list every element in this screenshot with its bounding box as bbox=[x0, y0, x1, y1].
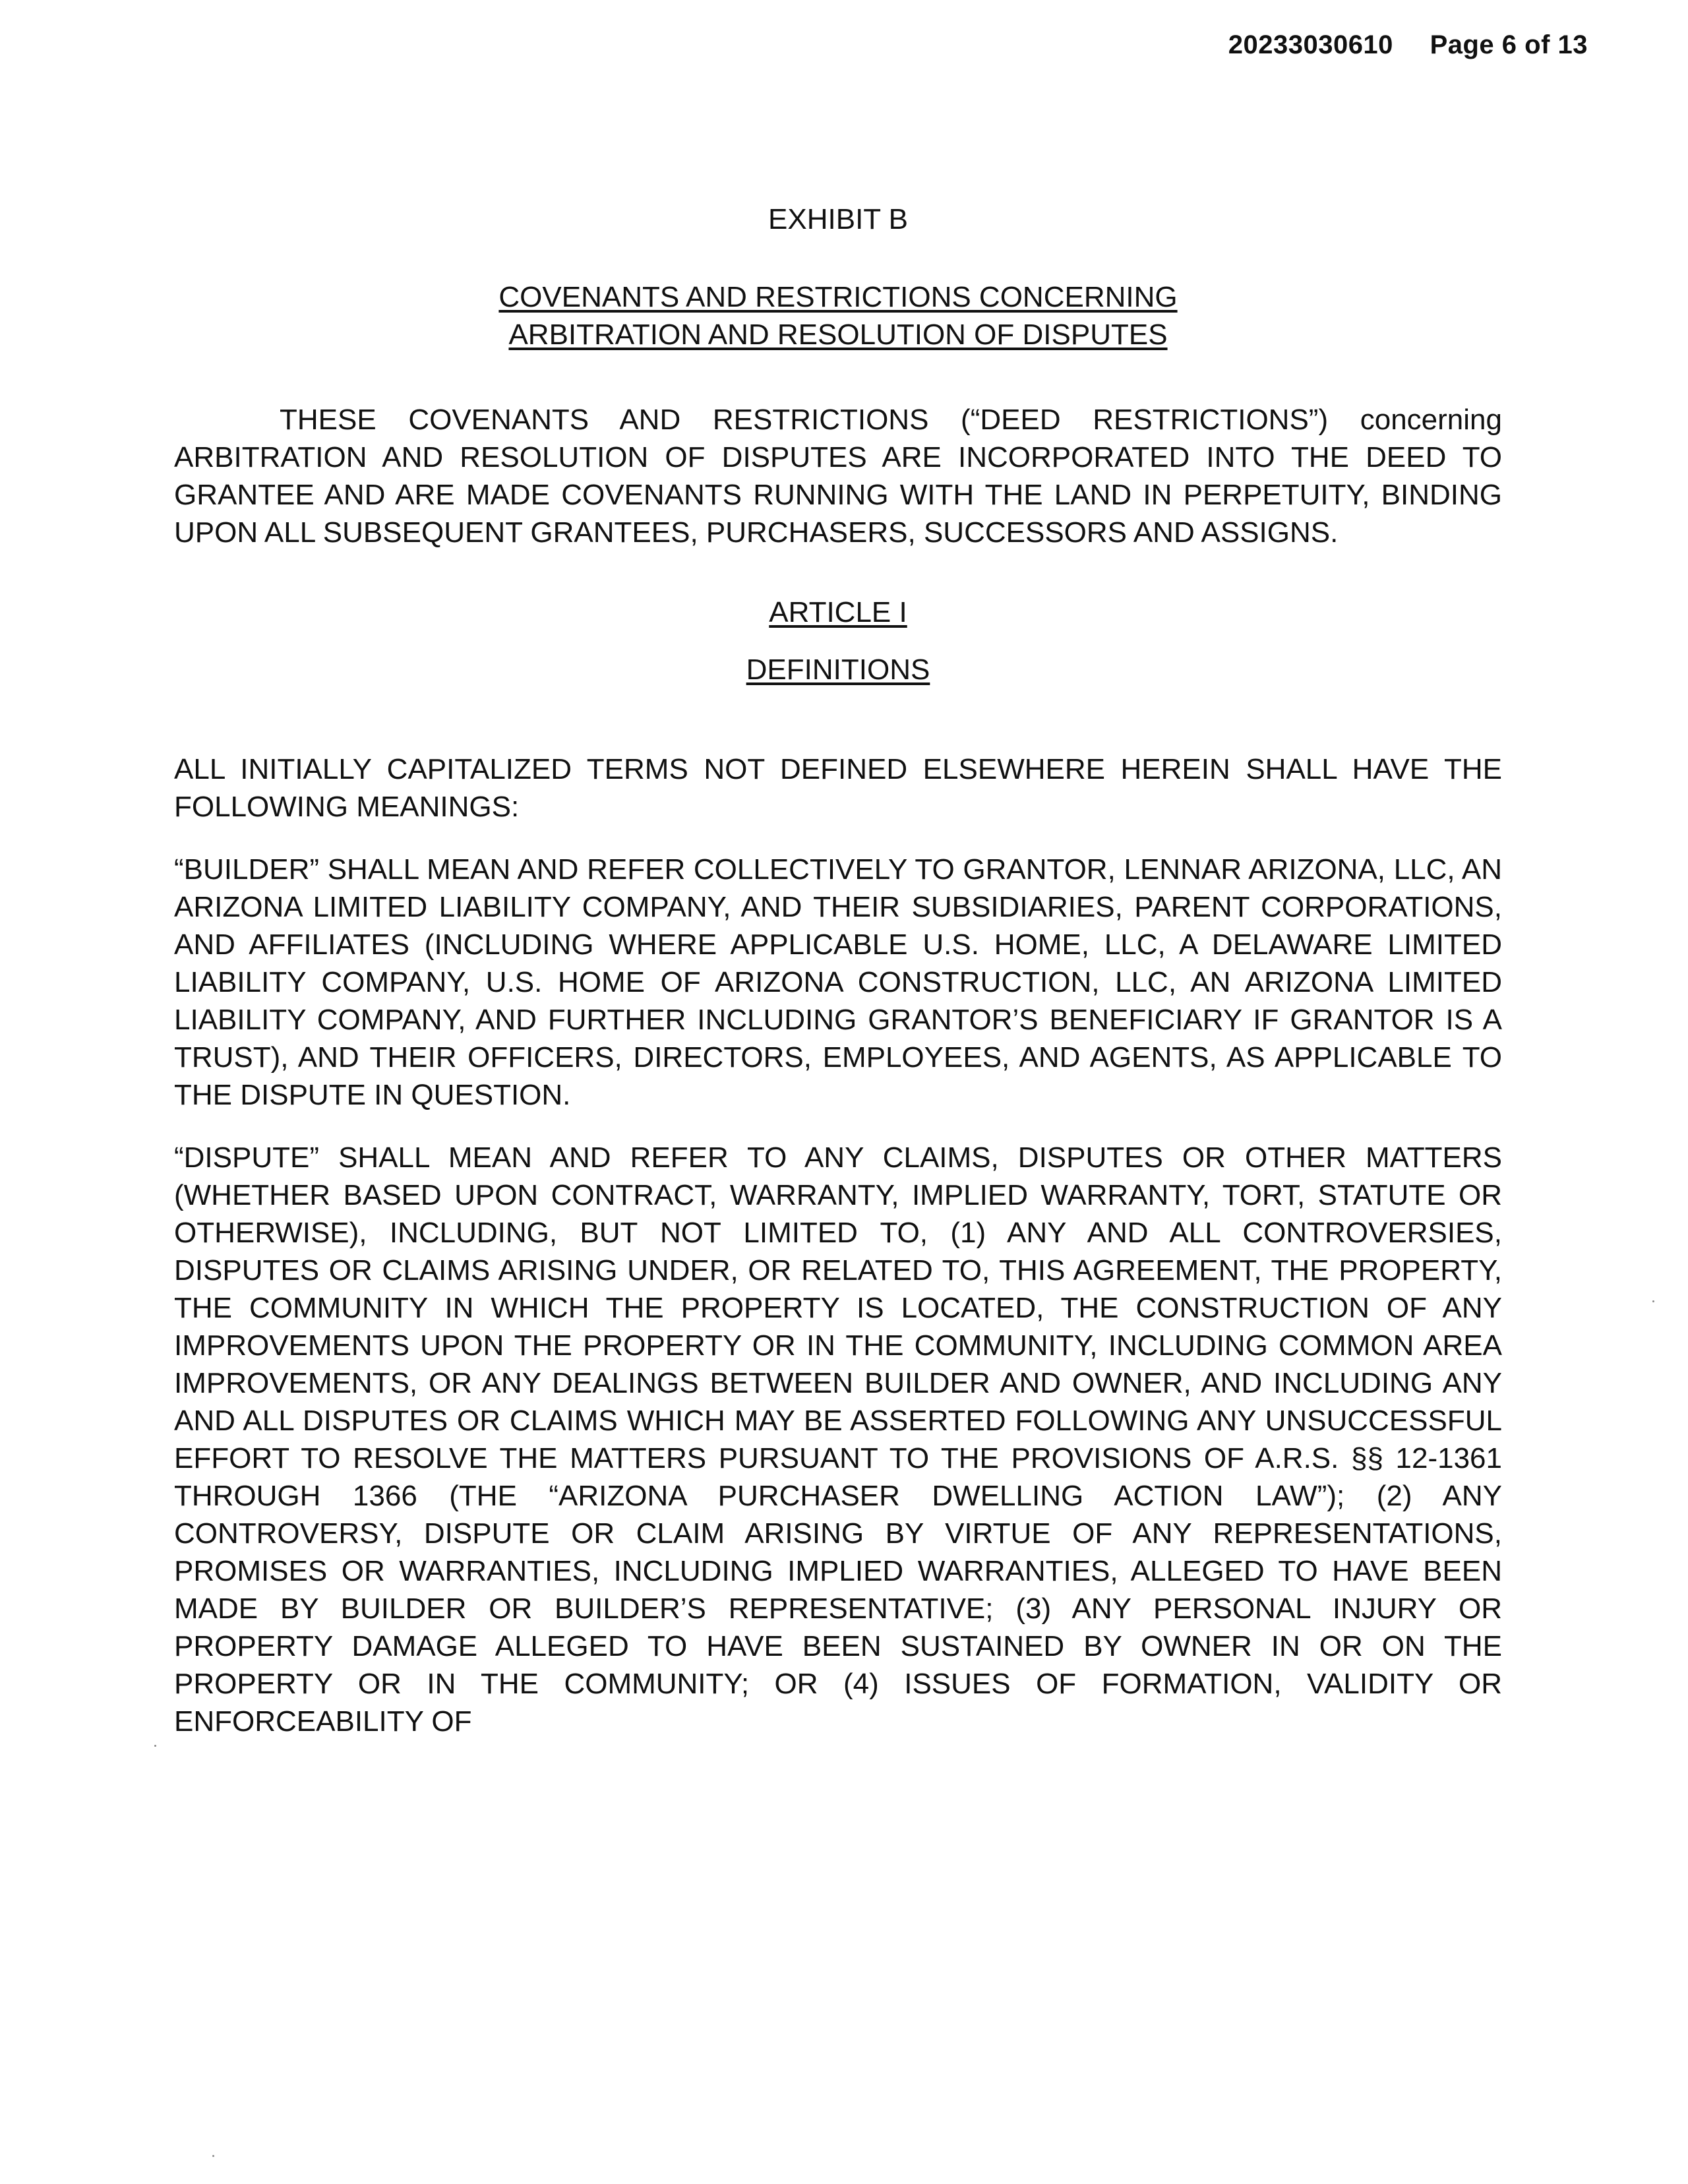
page-number: Page 6 of 13 bbox=[1430, 30, 1588, 59]
scan-speck bbox=[1652, 1300, 1654, 1302]
definition-builder: “BUILDER” SHALL MEAN AND REFER COLLECTIVELY TO GRANTOR, LENNAR ARIZONA, LLC, AN ARIZONA LIMITED LIABILITY COMPANY, AND THEIR SUBSIDIARIES, PARENT CORPORATIONS, AND AFFILIATES (INCLUDING WHERE APPLICABLE U.S. HOME, LLC, A DELAWARE LIMITED LIABILITY COMPANY, U.S. HOME OF ARIZONA CONSTRUCTION, LLC, AN ARIZONA LIMITED LIABILITY COMPANY, AND FURTHER INCLUDING GRANTOR’S BENEFICIARY IF GRANTOR IS A TRUST), AND THEIR OFFICERS, DIRECTORS, EMPLOYEES, AND AGENTS, AS APPLICABLE TO THE DISPUTE IN QUESTION. bbox=[174, 853, 1502, 1111]
definitions-preamble: ALL INITIALLY CAPITALIZED TERMS NOT DEFINED ELSEWHERE HEREIN SHALL HAVE THE FOLLOWING MEANINGS: bbox=[174, 753, 1502, 823]
article-heading: ARTICLE I bbox=[769, 596, 907, 628]
page-header bbox=[1228, 30, 1588, 60]
exhibit-title: EXHIBIT B bbox=[768, 203, 908, 235]
article-subheading: DEFINITIONS bbox=[746, 653, 930, 686]
scan-speck bbox=[212, 2155, 214, 2157]
exhibit-subtitle-line-1: COVENANTS AND RESTRICTIONS CONCERNING bbox=[498, 281, 1178, 313]
exhibit-subtitle bbox=[174, 278, 1502, 353]
exhibit-subtitle-line-2: ARBITRATION AND RESOLUTION OF DISPUTES bbox=[508, 318, 1168, 351]
document-body bbox=[174, 200, 1502, 1740]
intro-paragraph: THESE COVENANTS AND RESTRICTIONS (“DEED RESTRICTIONS”) concerning ARBITRATION AND RESOLUTION OF DISPUTES ARE INCORPORATED INTO THE DEED TO GRANTEE AND ARE MADE COVENANTS RUNNING WITH THE LAND IN PERPETUITY, BINDING UPON ALL SUBSEQUENT GRANTEES, PURCHASERS, SUCCESSORS AND ASSIGNS. bbox=[174, 404, 1502, 549]
document-number: 20233030610 bbox=[1228, 30, 1393, 59]
definition-dispute: “DISPUTE” SHALL MEAN AND REFER TO ANY CLAIMS, DISPUTES OR OTHER MATTERS (WHETHER BASED UPON CONTRACT, WARRANTY, IMPLIED WARRANTY, TORT, STATUTE OR OTHERWISE), INCLUDING, BUT NOT LIMITED TO, (1) ANY AND ALL CONTROVERSIES, DISPUTES OR CLAIMS ARISING UNDER, OR RELATED TO, THIS AGREEMENT, THE PROPERTY, THE COMMUNITY IN WHICH THE PROPERTY IS LOCATED, THE CONSTRUCTION OF ANY IMPROVEMENTS UPON THE PROPERTY OR IN THE COMMUNITY, INCLUDING COMMON AREA IMPROVEMENTS, OR ANY DEALINGS BETWEEN BUILDER AND OWNER, AND INCLUDING ANY AND ALL DISPUTES OR CLAIMS WHICH MAY BE ASSERTED FOLLOWING ANY UNSUCCESSFUL EFFORT TO RESOLVE THE MATTERS PURSUANT TO THE PROVISIONS OF A.R.S. §§ 12-1361 THROUGH 1366 (THE “ARIZONA PURCHASER DWELLING ACTION LAW”); (2) ANY CONTROVERSY, DISPUTE OR CLAIM ARISING BY VIRTUE OF ANY REPRESENTATIONS, PROMISES OR WARRANTIES, INCLUDING IMPLIED WARRANTIES, ALLEGED TO HAVE BEEN MADE BY BUILDER OR BUILDER’S REPRESENTATIVE; (3) ANY PERSONAL INJURY OR PROPERTY DAMAGE ALLEGED TO HAVE BEEN SUSTAINED BY OWNER IN OR ON THE PROPERTY OR IN THE COMMUNITY; OR (4) ISSUES OF FORMATION, VALIDITY OR ENFORCEABILITY OF bbox=[174, 1141, 1502, 1738]
scan-speck bbox=[154, 1745, 156, 1747]
